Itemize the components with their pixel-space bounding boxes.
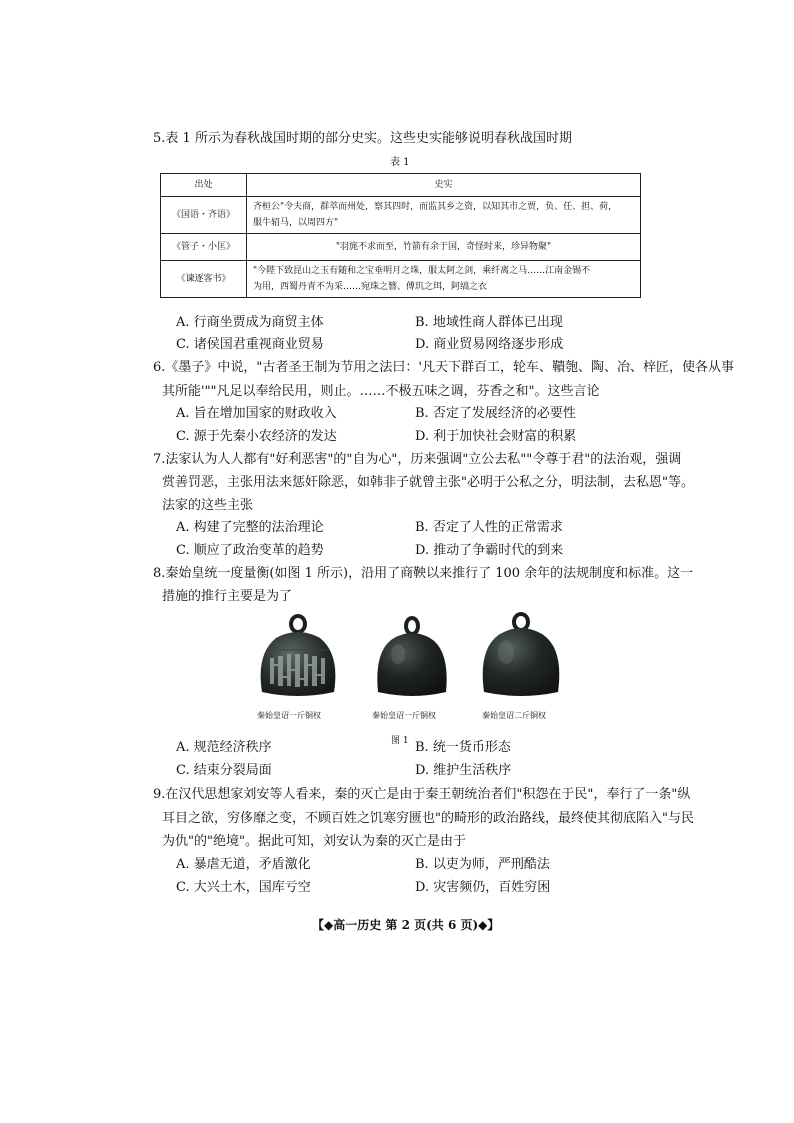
q6-option-a[interactable]: A. 旨在增加国家的财政收入 [176,406,337,421]
fact-line: 为用，西蜀丹青不为采……宛珠之簪、傅玑之珥，阿缟之衣 [253,282,488,292]
q9-option-c[interactable]: C. 大兴土木，国库亏空 [176,880,311,895]
q7-stem-line1: 7.法家认为人人都有"好利恶害"的"自为心"，历来强调"立公去私""令尊于君"的法治观，强调 [153,452,682,467]
row-fact [247,197,641,234]
q7-option-b[interactable]: B. 否定了人性的正常需求 [415,520,563,535]
table-row [161,197,641,234]
bronze-weight-2-image [372,616,452,702]
q6-option-b[interactable]: B. 否定了发展经济的必要性 [415,406,576,421]
fact-line: 服牛轺马，以周四方" [253,218,339,228]
q8-option-a[interactable]: A. 规范经济秩序 [176,740,272,755]
q8-option-c[interactable]: C. 结束分裂局面 [176,763,272,778]
bronze-weight-3-image [478,612,564,702]
fact-line: "羽旄不求而至，竹箭有余于国，奇怪时来，珍异物聚" [335,242,552,252]
q6-option-d[interactable]: D. 利于加快社会财富的积累 [415,429,577,444]
q8-stem-line1: 8.秦始皇统一度量衡(如图 1 所示)，沿用了商鞅以来推行了 100 余年的法规制度和标准。这一 [153,566,694,581]
q5-option-d[interactable]: D. 商业贸易网络逐步形成 [415,337,564,352]
q5-option-c[interactable]: C. 诸侯国君重视商业贸易 [176,337,324,352]
header-fact: 史实 [247,174,641,197]
table-row [161,261,641,298]
figure-caption-3: 秦始皇诏二斤铜权 [482,711,546,720]
q8-option-b[interactable]: B. 统一货币形态 [415,740,511,755]
q6-stem-line2: 其所能'""凡足以奉给民用，则止。……不极五味之调，芬香之和"。这些言论 [162,384,600,399]
q9-stem-line2: 耳目之欲，穷侈靡之变，不顾百姓之饥寒穷匮也"的畸形的政治路线，最终使其彻底陷入"与民 [162,811,694,826]
header-source: 出处 [161,174,247,197]
q9-option-a[interactable]: A. 暴虐无道，矛盾激化 [176,857,311,872]
q9-stem-line3: 为仇"的"绝境"。据此可知，刘安认为秦的灭亡是由于 [162,834,466,849]
row-fact [247,261,641,298]
table-header-row [161,174,641,197]
q9-option-d[interactable]: D. 灾害频仍，百姓穷困 [415,880,551,895]
figure-label: 图 1 [391,736,409,746]
q7-stem-line2: 赏善罚恶，主张用法来惩奸除恶，如韩非子就曾主张"必明于公私之分，明法制，去私恩"等。 [162,475,694,490]
row-source: 《国语・齐语》 [161,197,247,234]
q5-option-a[interactable]: A. 行商坐贾成为商贸主体 [176,315,324,330]
q7-option-a[interactable]: A. 构建了完整的法治理论 [176,520,324,535]
fact-line: 齐桓公"令夫商，群萃而州处，察其四时，而监其乡之资，以知其市之贾，负、任、担、荷， [253,202,618,212]
q9-stem-line1: 9.在汉代思想家刘安等人看来，秦的灭亡是由于秦王朝统治者们"积怨在于民"，奉行了一条"纵 [153,787,691,802]
q6-option-c[interactable]: C. 源于先秦小农经济的发达 [176,429,337,444]
q8-option-d[interactable]: D. 维护生活秩序 [415,763,512,778]
table-caption: 表 1 [390,157,410,168]
row-source: 《谏逐客书》 [161,261,247,298]
history-table [160,173,641,298]
row-fact [247,234,641,261]
q8-stem-line2: 措施的推行主要是为了 [162,589,293,604]
q7-option-c[interactable]: C. 顺应了政治变革的趋势 [176,543,324,558]
figure-caption-2: 秦始皇诏一斤铜权 [372,711,436,720]
q5-option-b[interactable]: B. 地域性商人群体已出现 [415,315,563,330]
q5-stem: 5.表 1 所示为春秋战国时期的部分史实。这些史实能够说明春秋战国时期 [153,131,572,146]
row-source: 《管子・小匡》 [161,234,247,261]
figure-caption-1: 秦始皇诏一斤铜权 [257,711,321,720]
page-footer: 【◆高一历史 第 2 页(共 6 页)◆】 [312,918,500,932]
q7-stem-line3: 法家的这些主张 [162,498,254,513]
fact-line: "今陛下致昆山之玉有随和之宝垂明月之珠，服太阿之剑，乘纤离之马……江南金锡不 [253,266,591,276]
bronze-weight-1-image [252,614,344,702]
q9-option-b[interactable]: B. 以吏为师，严刑酷法 [415,857,550,872]
q6-stem-line1: 6.《墨子》中说，"古者圣王制为节用之法曰：'凡天下群百工，轮车、鞼匏、陶、冶、梓匠，使各从事 [153,360,734,375]
q7-option-d[interactable]: D. 推动了争霸时代的到来 [415,543,564,558]
table-row [161,234,641,261]
